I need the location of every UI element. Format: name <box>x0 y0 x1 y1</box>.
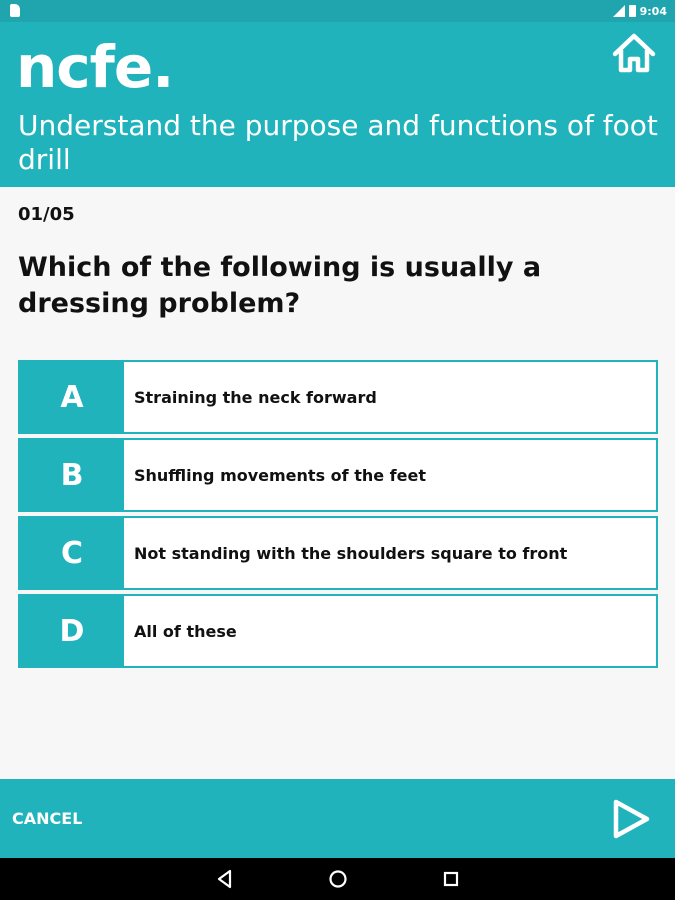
question-counter: 01/05 <box>18 204 75 225</box>
page-subtitle: Understand the purpose and functions of foot drill <box>18 109 658 176</box>
square-recents-icon[interactable] <box>440 868 462 890</box>
ncfe-logo: ncfe. <box>16 33 174 101</box>
cancel-button[interactable]: CANCEL <box>12 809 83 828</box>
option-a[interactable] <box>18 360 658 434</box>
question-text: Which of the following is usually a dressing problem? <box>18 252 542 319</box>
status-time: 9:04 <box>639 4 667 18</box>
option-letter: C <box>20 518 124 588</box>
home-button[interactable] <box>611 32 657 74</box>
circle-home-icon[interactable] <box>327 868 349 890</box>
home-icon <box>611 32 657 74</box>
status-indicators <box>613 4 667 18</box>
signal-icon <box>613 5 625 17</box>
option-label: Straining the neck forward <box>134 387 377 407</box>
battery-icon <box>629 5 636 17</box>
option-label: Not standing with the shoulders square to front <box>134 543 568 563</box>
quiz-footer <box>0 779 675 858</box>
option-b[interactable] <box>18 438 658 512</box>
sd-card-icon <box>10 4 20 17</box>
option-c[interactable] <box>18 516 658 590</box>
option-letter: A <box>20 362 124 432</box>
android-nav-bar <box>0 858 675 900</box>
app-header <box>0 22 675 187</box>
triangle-back-icon[interactable] <box>214 868 236 890</box>
status-bar <box>0 0 675 22</box>
option-letter: B <box>20 440 124 510</box>
option-d[interactable] <box>18 594 658 668</box>
option-label: Shuffling movements of the feet <box>134 465 426 485</box>
next-button[interactable] <box>609 797 653 841</box>
play-arrow-icon <box>609 797 653 841</box>
option-label: All of these <box>134 621 237 641</box>
option-letter: D <box>20 596 124 666</box>
answer-options <box>18 360 658 672</box>
